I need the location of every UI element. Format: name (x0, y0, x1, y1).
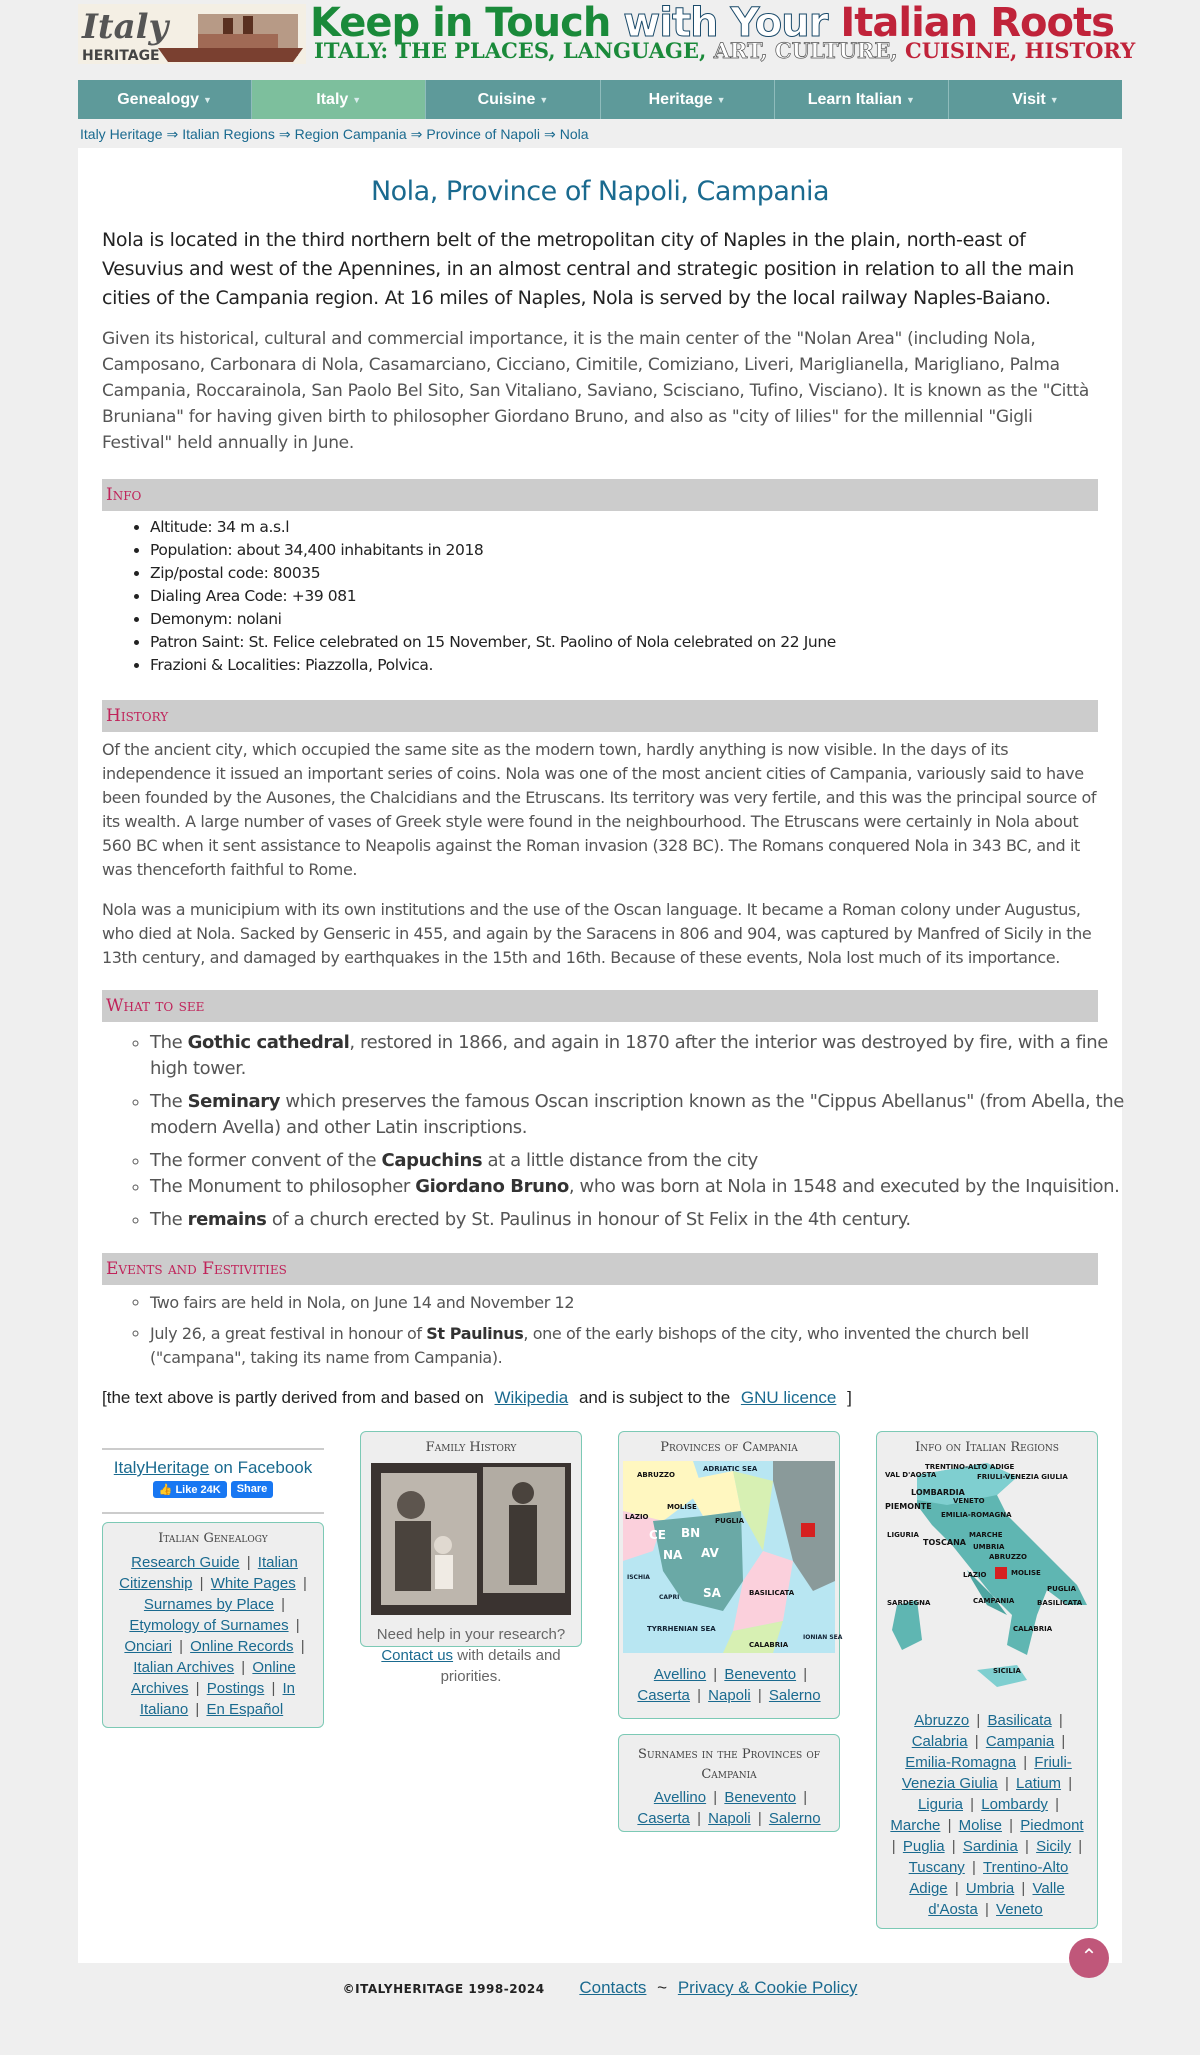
map-label: SARDEGNA (887, 1599, 931, 1607)
link-caserta[interactable]: Caserta (637, 1687, 690, 1704)
link-etymology-surnames[interactable]: Etymology of Surnames (129, 1617, 289, 1634)
link-onciari[interactable]: Onciari (124, 1638, 172, 1655)
link-research-guide[interactable]: Research Guide (131, 1554, 240, 1571)
map-label: CALABRIA (1013, 1625, 1053, 1633)
link-abruzzo[interactable]: Abruzzo (914, 1712, 970, 1729)
nav-cuisine[interactable]: Cuisine ▼ (426, 80, 600, 119)
nav-learn-italian[interactable]: Learn Italian ▼ (775, 80, 949, 119)
attribution: [the text above is partly derived from and based on Wikipedia and is subject to the GNU licence ] (102, 1388, 852, 1407)
breadcrumb-current[interactable]: Nola (559, 126, 589, 142)
breadcrumb-italian-regions[interactable]: Italian Regions (182, 126, 275, 142)
link-in-italiano[interactable]: In Italiano (139, 1680, 296, 1718)
provinces-campania-box (618, 1431, 843, 1719)
footer-separator: ~ (657, 1978, 668, 1997)
site-footer (0, 1978, 1200, 1998)
nav-visit[interactable]: Visit ▼ (1012, 90, 1059, 108)
caret-down-icon: ▼ (539, 94, 549, 105)
section-heading-what-to-see: What to see (102, 990, 1098, 1022)
list-item: ◦ July 26, a great festival in honour of St Paulinus, one of the early bishops of the city, who invented the church bell ("campana", taking its name from Campania). (150, 1322, 1098, 1370)
events-list (138, 1291, 1098, 1377)
map-label: TYRRHENIAN SEA (647, 1625, 716, 1633)
site-header (78, 0, 1136, 68)
facebook-like-button[interactable]: 👍 Like 24K (153, 1481, 227, 1498)
link-online-archives[interactable]: Online Archives (130, 1659, 296, 1697)
link-puglia[interactable]: Puglia (902, 1838, 945, 1855)
page-title: Nola, Province of Napoli, Campania (370, 176, 830, 207)
map-label: BN (681, 1526, 701, 1540)
intro-body: Given its historical, cultural and commercial importance, it is the main center of the "Nolan Area" (including Nola, Camposano, Carbonara di Nola, Casamarciano, Cicciano, Cimitile, Comiziano, Liveri, Mariglianella, Marigliano, Palma Campania, Roccarainola, San Paolo Bel Sito, San Vitaliano, Saviano, Scisciano, Tufino, Visciano). It is known as the "Città Bruniana" for having given birth to philosopher Giordano Bruno, and also as "city of lilies" for the millennial "Gigli Festival" held annually in June. (102, 329, 1089, 453)
box-title: Provinces of Campania (660, 1440, 798, 1455)
link-avellino[interactable]: Avellino (653, 1666, 707, 1683)
breadcrumb (80, 126, 589, 143)
link-benevento[interactable]: Benevento (724, 1789, 797, 1806)
info-item: • Patron Saint: St. Felice celebrated on 15 November, St. Paolino of Nola celebrated on 22 June (150, 631, 836, 654)
link-white-pages[interactable]: White Pages (210, 1575, 296, 1592)
link-umbria[interactable]: Umbria (965, 1880, 1015, 1897)
italian-genealogy-box (102, 1522, 324, 1728)
gnu-licence-link[interactable]: GNU licence (740, 1388, 837, 1407)
link-avellino[interactable]: Avellino (653, 1789, 707, 1806)
map-label: FRIULI-VENEZIA GIULIA (977, 1473, 1068, 1481)
list-item: ◦ The former convent of the Capuchins at a little distance from the city (150, 1148, 1138, 1174)
box-title: Italian Genealogy (158, 1531, 268, 1546)
map-label: PUGLIA (1047, 1585, 1077, 1593)
surnames-provinces-box (618, 1734, 840, 1832)
link-napoli[interactable]: Napoli (708, 1810, 751, 1827)
link-calabria[interactable]: Calabria (911, 1733, 968, 1750)
map-label: LIGURIA (887, 1531, 919, 1539)
info-item: • Demonym: nolani (150, 608, 836, 631)
what-to-see-list (138, 1030, 1138, 1240)
link-benevento[interactable]: Benevento (724, 1666, 797, 1683)
map-label: ADRIATIC SEA (703, 1465, 758, 1473)
family-photo[interactable] (371, 1463, 571, 1615)
map-label: IONIAN SEA (803, 1634, 843, 1641)
region-links: Abruzzo | Basilicata | Calabria | Campania | Emilia-Romagna | Friuli-Venezia Giulia | Latium | Liguria | Lombardy | Marche | Molise | Piedmont | Puglia | Sardinia | Sicily | Tuscany | Trentino-Alto Adige | Umbria | Valle d'Aosta | Veneto (890, 1712, 1084, 1918)
list-item: ◦ The Monument to philosopher Giordano Bruno, who was born at Nola in 1548 and executed by the Inquisition. (150, 1174, 1138, 1200)
map-label: NA (663, 1548, 683, 1562)
link-trentino-alto-adige[interactable]: Trentino-Alto Adige (909, 1859, 1069, 1897)
history-paragraph: Of the ancient city, which occupied the same site as the modern town, hardly anything is now visible. In the days of its independence it issued an important series of coins. Nola was one of the most ancient cities of Campania, variously said to have been founded by the Ausones, the Chalcidians and the Etruscans. Its territory was very fertile, and this was the principal source of its wealth. A large number of vases of Greek style were found in the neighbourhood. The Etruscans were certainly in Nola about 560 BC when it sent assistance to Neapolis against the Roman invasion (328 BC). The Romans conquered Nola in 343 BC, and it was thenceforth faithful to Rome. (102, 740, 1097, 879)
map-label: CAMPANIA (973, 1597, 1015, 1605)
copyright: ©ITALYHERITAGE 1998-2024 (342, 1982, 545, 1996)
map-label: CAPRI (659, 1594, 680, 1601)
map-label: MOLISE (1011, 1569, 1041, 1577)
link-friuli-venezia-giulia[interactable]: Friuli-Venezia Giulia (901, 1754, 1072, 1792)
family-history-box: Family History Need help in your research? Contact us with details and priorities. (360, 1431, 582, 1647)
link-marche[interactable]: Marche (890, 1817, 941, 1834)
list-item: ◦ The remains of a church erected by St. Paulinus in honour of St Felix in the 4th century. (150, 1207, 1138, 1233)
link-veneto[interactable]: Veneto (996, 1901, 1043, 1918)
italy-heritage-logo[interactable] (78, 4, 306, 64)
info-list (138, 516, 836, 677)
header-tagline: Keep in Touch with Your Italian Roots (310, 0, 1114, 46)
list-item: ◦ The Seminary which preserves the famous Oscan inscription known as the "Cippus Abellanus" (from Abella, the modern Avella) and other Latin inscriptions. (150, 1089, 1138, 1141)
link-tuscany[interactable]: Tuscany (908, 1859, 965, 1876)
contact-us-link[interactable]: Contact us (381, 1647, 454, 1664)
province-links: Avellino | Benevento | Caserta | Napoli | Salerno (637, 1666, 821, 1704)
genealogy-links: Research Guide | Italian Citizenship | White Pages | Surnames by Place | Etymology of Surnames | Onciari | Online Records | Italian Archives | Online Archives | Postings | In Italiano | En Español (119, 1554, 307, 1718)
info-item: • Frazioni & Localities: Piazzolla, Polvica. (150, 654, 836, 677)
link-en-espanol[interactable]: En Español (206, 1701, 284, 1718)
map-label: EMILIA-ROMAGNA (941, 1511, 1012, 1519)
link-caserta[interactable]: Caserta (637, 1810, 690, 1827)
info-item: • Dialing Area Code: +39 081 (150, 585, 836, 608)
map-label: ISCHIA (627, 1574, 650, 1581)
nav-italy[interactable]: Italy ▼ (252, 80, 426, 119)
main-content (78, 148, 1122, 1963)
map-label: TRENTINO-ALTO ADIGE (925, 1463, 1015, 1471)
link-postings[interactable]: Postings (206, 1680, 265, 1697)
map-label: PIEMONTE (885, 1502, 932, 1511)
link-salerno[interactable]: Salerno (768, 1810, 821, 1827)
caret-down-icon: ▼ (1049, 94, 1059, 105)
link-emilia-romagna[interactable]: Emilia-Romagna (905, 1754, 1017, 1771)
map-label: CE (649, 1528, 667, 1542)
caret-down-icon: ▼ (203, 94, 212, 105)
list-item: ◦ Two fairs are held in Nola, on June 14 and November 12 (150, 1291, 1098, 1315)
header-subline: ITALY: THE PLACES, LANGUAGE, ART, CULTURE, CUISINE, HISTORY (314, 38, 1136, 63)
svg-text:Italy: Italy (82, 7, 169, 47)
map-label: VENETO (953, 1497, 985, 1505)
italy-regions-map[interactable] (877, 1455, 1097, 1699)
breadcrumb-italy-heritage[interactable]: Italy Heritage (80, 126, 163, 142)
contacts-link[interactable]: Contacts (579, 1978, 647, 1997)
breadcrumb-province-napoli[interactable]: Province of Napoli (426, 126, 541, 142)
link-sardinia[interactable]: Sardinia (962, 1838, 1018, 1855)
intro-lead: Nola is located in the third northern belt of the metropolitan city of Naples in the plain, north-east of Vesuvius and west of the Apennines, in an almost central and strategic position in relation to all the main cities of the Campania region. At 16 miles of Naples, Nola is served by the local railway Naples-Baiano. (102, 229, 1074, 309)
link-lombardy[interactable]: Lombardy (981, 1796, 1048, 1813)
link-piedmont[interactable]: Piedmont (1020, 1817, 1084, 1834)
link-liguria[interactable]: Liguria (917, 1796, 963, 1813)
info-item: • Population: about 34,400 inhabitants in 2018 (150, 539, 836, 562)
map-label: LOMBARDIA (911, 1488, 965, 1497)
link-molise[interactable]: Molise (958, 1817, 1002, 1834)
link-surnames-by-place[interactable]: Surnames by Place (143, 1596, 274, 1613)
link-basilicata[interactable]: Basilicata (987, 1712, 1052, 1729)
map-label: SA (703, 1586, 721, 1600)
map-label: ABRUZZO (989, 1553, 1027, 1561)
breadcrumb-separator: ⇒ (278, 126, 291, 142)
map-label: SICILIA (993, 1667, 1021, 1675)
link-campania[interactable]: Campania (985, 1733, 1055, 1750)
map-label: UMBRIA (973, 1543, 1005, 1551)
main-nav (78, 80, 1122, 119)
campania-provinces-map[interactable] (623, 1461, 843, 1653)
italian-regions-box (876, 1431, 1098, 1929)
link-latium[interactable]: Latium (1016, 1775, 1062, 1792)
history-paragraph: Nola was a municipium with its own institutions and the use of the Oscan language. It became a Roman colony under Augustus, who died at Nola. Sacked by Genseric in 455, and again by the Saracens in 806 and 904, was captured by Manfred of Sicily in the 13th century, and damaged by earthquakes in the 15th and 16th. Because of these events, Nola lost much of its importance. (102, 900, 1092, 967)
section-heading-history: History (102, 700, 1098, 732)
link-napoli[interactable]: Napoli (708, 1687, 751, 1704)
map-label: TOSCANA (923, 1538, 966, 1547)
caret-down-icon: ▼ (352, 94, 362, 105)
link-italian-archives[interactable]: Italian Archives (133, 1659, 235, 1676)
map-label: AV (701, 1546, 719, 1560)
section-heading-info: Info (102, 479, 1098, 511)
link-salerno[interactable]: Salerno (768, 1687, 821, 1704)
facebook-link[interactable]: ItalyHeritage (113, 1458, 210, 1477)
map-label: BASILICATA (1037, 1599, 1083, 1607)
link-italian-citizenship[interactable]: Italian Citizenship (119, 1554, 298, 1592)
map-label: LAZIO (625, 1513, 649, 1521)
breadcrumb-separator: ⇒ (544, 126, 556, 142)
surname-province-links: Avellino | Benevento | Caserta | Napoli | Salerno (637, 1789, 821, 1827)
section-heading-events: Events and Festivities (102, 1253, 1098, 1285)
link-sicily[interactable]: Sicily (1036, 1838, 1072, 1855)
info-item: • Zip/postal code: 80035 (150, 562, 836, 585)
info-item: • Altitude: 34 m a.s.l (150, 516, 836, 539)
map-label: BASILICATA (749, 1589, 795, 1597)
link-online-records[interactable]: Online Records (190, 1638, 294, 1655)
map-label: CALABRIA (749, 1641, 789, 1649)
map-label: PUGLIA (715, 1517, 745, 1525)
facebook-widget: ItalyHeritage on Facebook 👍 Like 24K Share (102, 1448, 324, 1514)
breadcrumb-region-campania[interactable]: Region Campania (294, 126, 407, 142)
box-title: Family History (425, 1440, 517, 1455)
breadcrumb-separator: ⇒ (410, 126, 423, 142)
privacy-policy-link[interactable]: Privacy & Cookie Policy (677, 1978, 858, 1997)
map-label: ABRUZZO (637, 1471, 675, 1479)
link-valle-d-aosta[interactable]: Valle d'Aosta (928, 1880, 1065, 1918)
breadcrumb-separator: ⇒ (166, 126, 179, 142)
nav-genealogy[interactable]: Genealogy ▼ (78, 80, 252, 119)
map-label: LAZIO (963, 1571, 987, 1579)
map-label: MARCHE (969, 1531, 1003, 1539)
caret-down-icon: ▼ (716, 94, 726, 105)
facebook-share-button[interactable]: Share (231, 1481, 274, 1498)
scroll-to-top-button[interactable]: ⌃ (1069, 1938, 1109, 1978)
nav-heritage[interactable]: Heritage ▼ (601, 80, 775, 119)
box-title: Surnames in the Provinces of Campania (638, 1747, 820, 1782)
svg-text:HERITAGE: HERITAGE (82, 48, 160, 64)
map-label: VAL D'AOSTA (885, 1471, 937, 1479)
wikipedia-link[interactable]: Wikipedia (494, 1388, 569, 1407)
caret-down-icon: ▼ (905, 94, 915, 105)
box-title: Info on Italian Regions (915, 1440, 1059, 1455)
list-item: ◦ The Gothic cathedral, restored in 1866, and again in 1870 after the interior was destroyed by fire, with a fine high tower. (150, 1030, 1138, 1082)
map-label: MOLISE (667, 1503, 697, 1511)
